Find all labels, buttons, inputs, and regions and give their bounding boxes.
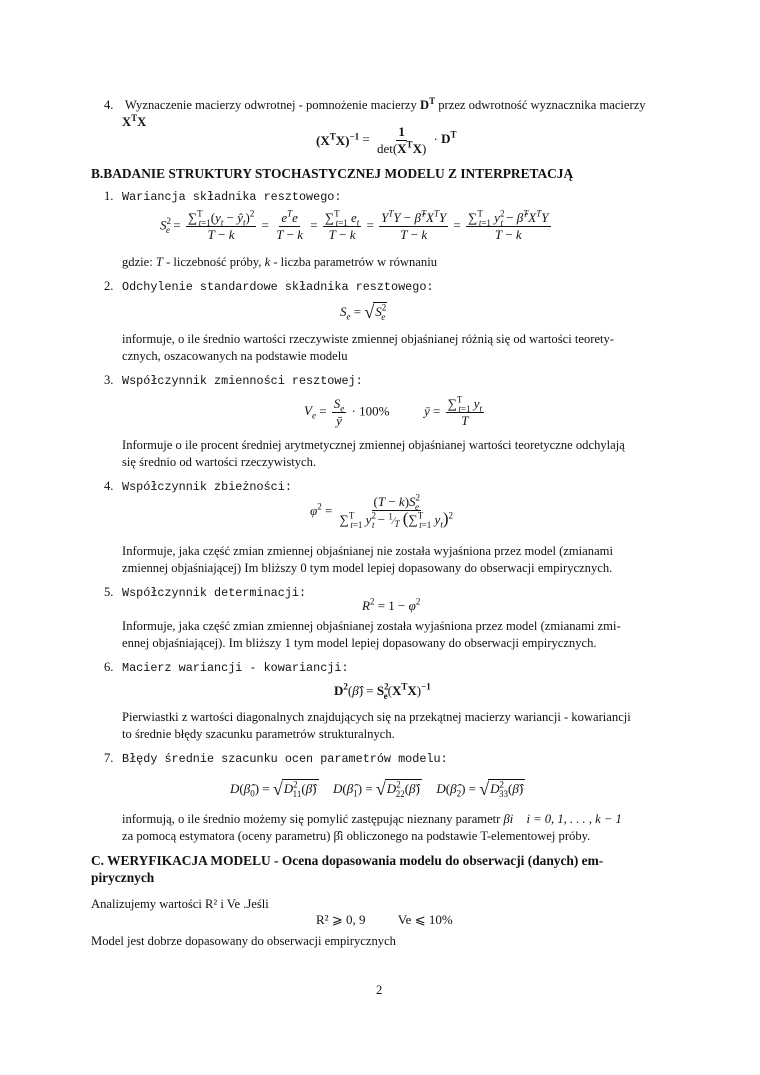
item2-heading bbox=[104, 278, 434, 296]
item2-number: 2. bbox=[104, 279, 114, 293]
item3-text bbox=[122, 437, 674, 471]
item5-formula: $R^2 = 1 - \varphi^2$ bbox=[362, 596, 421, 613]
item7-formula: $D(\betâ_0)$ = $√D^2_{11}(\betâ)$ $D(\betâ_1)$ = $√D^2_{22}(\betâ)$ $D(\betâ_2)$ = $√D^2_{33}(\betâ)$ bbox=[230, 779, 524, 799]
item3-text-line1: Informuje o ile procent średniej arytmetycznej zmiennej objaśnianej wartości teoretyczne odchylają bbox=[122, 438, 625, 452]
item4-number: 4. bbox=[104, 98, 114, 112]
item4b-formula: $\varphi^2$ = $\frac{(T - k)S^2_e}{\sum^T_{t=1} y^2_t - ^1⁄_T (\sum^T_{t=1} y_t)^2}$ bbox=[310, 492, 454, 530]
item4-text bbox=[104, 97, 684, 114]
item7-text-line1-a: informują, o ile średnio możemy się pomylić zastępując nieznany parametr bbox=[122, 812, 504, 826]
item1-note-end: - liczba parametrów w równaniu bbox=[270, 255, 437, 269]
item3-formula: $V_e$ = $\frac{S_e}{ȳ}$ · 100% ȳ = $\frac{\sum^T_{t=1} y_t}{T}$ bbox=[304, 394, 483, 428]
item4b-text-line2: zmiennej objaśniającej) Im bliższy 0 tym model lepiej dopasowany do obserwacji empirycznych. bbox=[122, 561, 613, 575]
item5-text-line1: Informuje, jaka część zmian zmiennej objaśnianej została wyjaśniona przez model (zmianami zmi- bbox=[122, 619, 621, 633]
item2-label: Odchylenie standardowe składnika resztowego: bbox=[122, 280, 434, 294]
item6-text-line2: to średnie błędy szacunku parametrów strukturalnych. bbox=[122, 727, 395, 741]
item1-note-prefix: gdzie: bbox=[122, 255, 156, 269]
item7-text-line1-b: βi bbox=[503, 812, 514, 826]
item4b-text bbox=[122, 543, 674, 577]
item1-formula: $S^2_e$ = $\frac{\sum^T_{t=1}(y_t - ŷ_t)^2}{T - k}$ = $\frac{e^Te}{T - k}$ = $\frac{\sum^T_{t=1} e_t}{T - k}$ = $\frac{Y^TY - \betâ^TX^TY}{T - k}$ = $\frac{\sum^T_{t=1} y^2_t - \betâ^TX^TY}{T - k}$ bbox=[160, 208, 549, 242]
item2-text-line1: informuje, o ile średnio wartości rzeczywiste zmiennej objaśnianej różnią się od wartości teorety- bbox=[122, 332, 615, 346]
item1-note-t: T bbox=[155, 255, 163, 269]
item4-formula: $(X^TX)^{-1}$ = $\frac{1}{\det(X^TX)}$ · $D^T$ bbox=[316, 124, 457, 156]
item6-text-line1: Pierwiastki z wartości diagonalnych znajdujących się na przekątnej macierzy wariancji - kowariancji bbox=[122, 710, 631, 724]
section-c-conclusion: Model jest dobrze dopasowany do obserwacji empirycznych bbox=[91, 934, 396, 948]
item6-formula: $D^2(\betâ) = S^2_e(X^TX)^{-1}$ bbox=[334, 681, 431, 701]
item1-heading bbox=[104, 188, 341, 206]
item3-number: 3. bbox=[104, 373, 114, 387]
section-c-heading bbox=[91, 852, 681, 886]
item6-label: Macierz wariancji - kowariancji: bbox=[122, 661, 349, 675]
item4-text-line2: $X^TX$ bbox=[122, 112, 147, 129]
section-c-title-line1: C. WERYFIKACJA MODELU - Ocena dopasowania modelu do obserwacji (danych) em- bbox=[91, 853, 604, 868]
page-number: 2 bbox=[376, 983, 383, 997]
item6-heading bbox=[104, 659, 349, 677]
item5-heading bbox=[104, 584, 306, 602]
item3-text-line2: się średnio od wartości rzeczywistych. bbox=[122, 455, 317, 469]
item3-heading bbox=[104, 372, 363, 390]
item4b-label: Współczynnik zbieżności: bbox=[122, 480, 292, 494]
item2-formula: $S_e = √S^2_e$ bbox=[340, 302, 387, 322]
condition-r2: R² ⩾ 0, 9 bbox=[316, 912, 366, 927]
item4b-text-line1: Informuje, jaka część zmian zmiennej objaśnianej nie została wyjaśniona przez model (zmianami bbox=[122, 544, 613, 558]
item4-text-line1: Wyznaczenie macierzy odwrotnej - pomnożenie macierzy $D^T$ przez odwrotność wyznacznika macierzy bbox=[124, 95, 646, 112]
item2-text-line2: cznych, oszacowanych na podstawie modelu bbox=[122, 349, 348, 363]
section-c-title-line2: pirycznych bbox=[91, 870, 155, 885]
item1-note-k: k bbox=[264, 255, 271, 269]
condition-ve: Ve ⩽ 10% bbox=[397, 912, 453, 927]
item1-number: 1. bbox=[104, 189, 114, 203]
section-c-conditions bbox=[316, 912, 453, 928]
item5-text bbox=[122, 618, 674, 652]
section-b-heading: B.BADANIE STRUKTURY STOCHASTYCZNEJ MODELU Z INTERPRETACJĄ bbox=[91, 166, 574, 181]
item7-text bbox=[122, 811, 682, 845]
item6-number: 6. bbox=[104, 660, 114, 674]
section-c-intro: Analizujemy wartości R² i Ve .Jeśli bbox=[91, 897, 269, 911]
item7-label: Błędy średnie szacunku ocen parametrów modelu: bbox=[122, 752, 448, 766]
item4-heading bbox=[104, 478, 292, 496]
item7-heading bbox=[104, 750, 448, 768]
item1-note bbox=[122, 254, 437, 271]
item1-label: Wariancja składnika resztowego: bbox=[122, 190, 342, 204]
item2-text bbox=[122, 331, 674, 365]
item7-text-line1 bbox=[122, 811, 682, 828]
item5-number: 5. bbox=[104, 585, 114, 599]
item7-number: 7. bbox=[104, 751, 114, 765]
item7-text-line1-c: i = 0, 1, . . . , k − 1 bbox=[526, 812, 622, 826]
item4b-number: 4. bbox=[104, 479, 114, 493]
item5-label: Współczynnik determinacji: bbox=[122, 586, 307, 600]
item7-text-line2: za pomocą estymatora (oceny parametru) β̂i obliczonego na podstawie T-elementowej próby. bbox=[122, 829, 591, 843]
item6-text bbox=[122, 709, 682, 743]
item1-note-mid: - liczebność próby, bbox=[162, 255, 265, 269]
item3-label: Współczynnik zmienności resztowej: bbox=[122, 374, 363, 388]
item5-text-line2: ennej objaśniającej). Im bliższy 1 tym model lepiej dopasowany do obserwacji empirycznych. bbox=[122, 636, 597, 650]
